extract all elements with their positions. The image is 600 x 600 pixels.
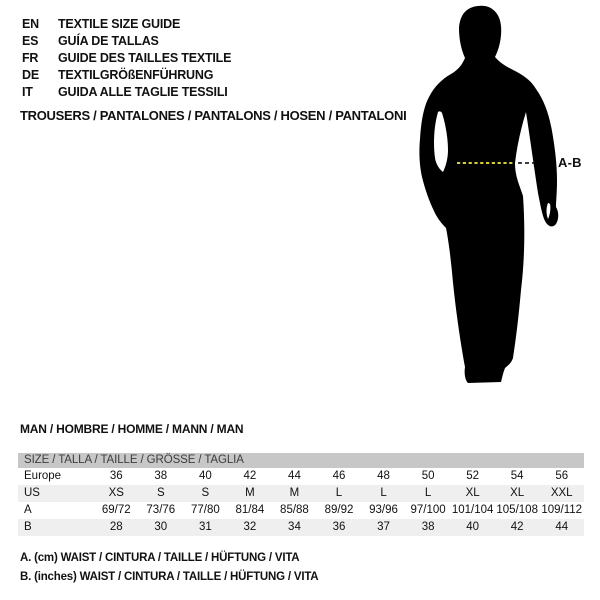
table-cell: M xyxy=(289,487,300,499)
language-code: IT xyxy=(22,85,33,99)
table-cell: 28 xyxy=(109,521,123,533)
table-cell: XL xyxy=(465,487,480,499)
table-row xyxy=(18,519,584,536)
table-cell: 40 xyxy=(466,521,480,533)
language-code: EN xyxy=(22,17,39,31)
language-row xyxy=(22,33,231,50)
table-cell: 101/104 xyxy=(451,504,494,516)
table-cell: 52 xyxy=(466,470,480,482)
table-cell: L xyxy=(335,487,343,499)
man-section-title: MAN / HOMBRE / HOMME / MANN / MAN xyxy=(20,422,244,436)
table-cell: S xyxy=(156,487,165,499)
size-table-header: SIZE / TALLA / TAILLE / GRÖSSE / TAGLIA xyxy=(18,453,584,468)
table-cell: 38 xyxy=(154,470,168,482)
language-title: GUIDA ALLE TAGLIE TESSILI xyxy=(58,85,228,99)
language-title: TEXTILE SIZE GUIDE xyxy=(58,17,181,31)
table-cell: L xyxy=(380,487,387,499)
language-code: ES xyxy=(22,34,39,48)
table-cell: L xyxy=(424,487,432,499)
table-row-label: B xyxy=(24,521,32,533)
table-cell: 31 xyxy=(198,521,212,533)
table-cell: 36 xyxy=(332,521,346,533)
language-row xyxy=(22,16,231,33)
table-cell: 46 xyxy=(332,470,346,482)
table-cell: 48 xyxy=(377,470,390,482)
table-cell: 37 xyxy=(377,521,390,533)
table-cell: 97/100 xyxy=(410,504,446,516)
table-cell: 56 xyxy=(555,470,569,482)
size-table-rows xyxy=(18,468,584,536)
table-cell: 81/84 xyxy=(235,504,265,516)
table-row xyxy=(18,502,584,519)
size-table xyxy=(18,453,584,536)
table-cell: XXL xyxy=(550,487,573,499)
man-silhouette-figure xyxy=(405,0,585,395)
language-title-block xyxy=(22,16,231,101)
table-cell: XS xyxy=(108,487,124,499)
table-cell: 44 xyxy=(555,521,569,533)
table-cell: 38 xyxy=(421,521,435,533)
language-title: GUIDE DES TAILLES TEXTILE xyxy=(58,51,232,65)
man-silhouette xyxy=(419,6,558,383)
table-cell: 93/96 xyxy=(369,504,398,516)
table-cell: 85/88 xyxy=(280,504,309,516)
table-row xyxy=(18,468,584,485)
table-row-label: US xyxy=(24,487,40,499)
table-cell: S xyxy=(201,487,210,499)
table-row-label: A xyxy=(24,504,32,516)
table-cell: 109/112 xyxy=(541,504,583,516)
language-row xyxy=(22,84,231,101)
table-row-label: Europe xyxy=(24,470,62,482)
table-cell: 32 xyxy=(243,521,257,533)
table-cell: 42 xyxy=(243,470,257,482)
table-cell: 50 xyxy=(421,470,435,482)
table-cell: 40 xyxy=(198,470,212,482)
table-cell: 69/72 xyxy=(101,504,131,516)
language-code: DE xyxy=(22,68,39,82)
table-cell: 54 xyxy=(510,470,524,482)
garment-types-title: TROUSERS / PANTALONES / PANTALONS / HOSEN / PANTALONI xyxy=(20,108,407,123)
table-cell: 36 xyxy=(109,470,123,482)
table-cell: 42 xyxy=(510,521,524,533)
measurement-label: A-B xyxy=(558,155,582,170)
note-waist-inches: B. (inches) WAIST / CINTURA / TAILLE / HÜFTUNG / VITA xyxy=(20,571,319,583)
table-cell: 77/80 xyxy=(190,504,220,516)
language-code: FR xyxy=(22,51,39,65)
language-row xyxy=(22,50,231,67)
note-waist-cm: A. (cm) WAIST / CINTURA / TAILLE / HÜFTUNG / VITA xyxy=(20,552,300,564)
table-cell: 105/108 xyxy=(496,504,538,516)
table-cell: 73/76 xyxy=(146,504,176,516)
table-cell: M xyxy=(245,487,255,499)
language-title: TEXTILGRÖßENFÜHRUNG xyxy=(58,68,214,82)
table-cell: 34 xyxy=(288,521,301,533)
table-row xyxy=(18,485,584,502)
table-cell: XL xyxy=(510,487,525,499)
table-cell: 44 xyxy=(288,470,301,482)
language-row xyxy=(22,67,231,84)
measurement-notes xyxy=(20,549,318,587)
table-cell: 89/92 xyxy=(324,504,354,516)
language-title: GUÍA DE TALLAS xyxy=(58,34,159,48)
table-cell: 30 xyxy=(154,521,168,533)
